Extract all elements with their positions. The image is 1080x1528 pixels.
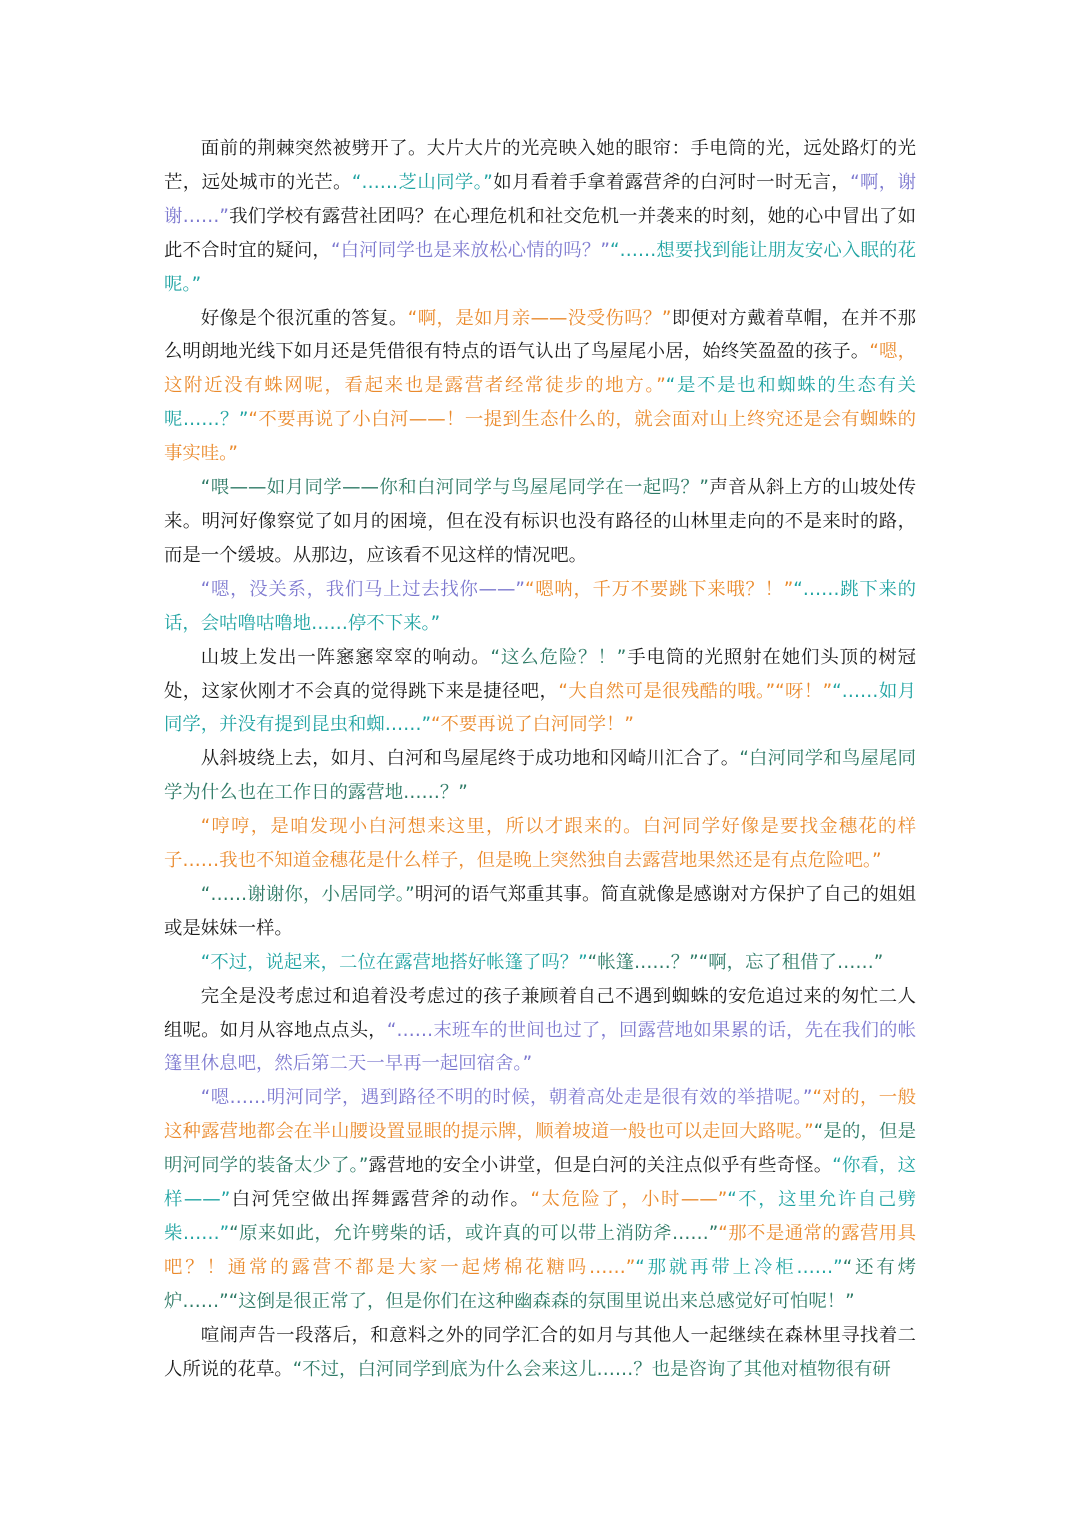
dialogue-text: “是不是也和蜘蛛的生态有关呢……？” (164, 375, 916, 431)
dialogue-text: “还有烤炉……” (164, 1256, 916, 1312)
dialogue-text: “白河同学和鸟屋尾同学为什么也在工作日的露营地……？” (164, 748, 916, 804)
story-text (164, 132, 916, 1387)
dialogue-text: “啊，谢谢……” (164, 171, 916, 227)
story-paragraph (164, 471, 916, 573)
dialogue-text: “……末班车的世间也过了，回露营地如果累的话，先在我们的帐篷里休息吧，然后第二天一早再一起回宿舍。” (164, 1019, 916, 1075)
dialogue-text: “对的，一般这种露营地都会在半山腰设置显眼的提示牌，顺着坡道一般也可以走回大路呢。” (164, 1087, 916, 1143)
narration-text: 从斜坡绕上去，如月、白河和鸟屋尾终于成功地和冈崎川汇合了。 (200, 748, 740, 770)
dialogue-text: “哼哼，是咱发现小白河想来这里，所以才跟来的。白河同学好像是要找金穗花的样子……我也不知道金穗花是什么样子，但是晚上突然独自去露营地果然还是有点危险吧。” (164, 816, 916, 872)
dialogue-text: “这么危险？！” (490, 646, 627, 668)
dialogue-text: “是的，但是明河同学的装备太少了。” (164, 1121, 916, 1177)
narration-text: 白河凭空做出挥舞露营斧的动作。 (230, 1189, 531, 1211)
dialogue-text: “大自然可是很残酷的哦。” (558, 680, 776, 702)
dialogue-text: “啊，是如月亲——没受伤吗？” (407, 307, 672, 329)
story-paragraph (164, 302, 916, 472)
dialogue-text: “这倒是很正常了，但是你们在这种幽森森的氛围里说出来总感觉好可怕呢！” (228, 1290, 855, 1312)
dialogue-text: “那就再带上冷柜……” (635, 1256, 843, 1278)
story-paragraph (164, 946, 916, 980)
dialogue-text: “嗯，没关系，我们马上过去找你——” (200, 578, 525, 600)
narration-text: 手电筒的光照射在她们头顶的树冠处，这家伙刚才不会真的觉得跳下来是捷径吧， (164, 646, 916, 702)
narration-text: 完全是没考虑过和追着没考虑过的孩子兼顾着自己不遇到蜘蛛的安危追过来的匆忙二人组呢。如月从容地点点头， (164, 985, 916, 1041)
dialogue-text: “……跳下来的话，会咕噜咕噜地……停不下来。” (164, 578, 916, 634)
narration-text: 山坡上发出一阵窸窸窣窣的响动。 (200, 646, 491, 668)
dialogue-text: “你看，这样——” (164, 1155, 916, 1211)
story-paragraph (164, 641, 916, 743)
dialogue-text: “……想要找到能让朋友安心入眠的花呢。” (164, 239, 916, 295)
narration-text: 即便对方戴着草帽，在并不那么明朗地光线下如月还是凭借很有特点的语气认出了鸟屋尾小居，始终笑盈盈的孩子。 (164, 307, 916, 363)
dialogue-text: “嗯，这附近没有蛛网呢，看起来也是露营者经常徒步的地方。” (164, 341, 916, 397)
dialogue-text: “……谢谢你，小居同学。” (200, 883, 415, 905)
dialogue-text: “不过，说起来，二位在露营地搭好帐篷了吗？” (200, 951, 588, 973)
dialogue-text: “呀！” (775, 680, 833, 702)
dialogue-text: “不，这里允许自己劈柴……” (164, 1189, 917, 1244)
dialogue-text: “嗯呐，千万不要跳下来哦？！” (524, 578, 794, 600)
dialogue-text: “……如月同学，并没有提到昆虫和蜘……” (164, 680, 916, 736)
story-paragraph (164, 878, 916, 946)
dialogue-text: “帐篷……？” (587, 951, 699, 973)
dialogue-text: “啊，忘了租借了……” (698, 951, 884, 973)
narration-text: 好像是个很沉重的答复。 (200, 307, 408, 329)
story-paragraph (164, 1319, 916, 1387)
dialogue-text: “喂——如月同学——你和白河同学与鸟屋尾同学在一起吗？” (200, 477, 709, 499)
story-paragraph (164, 742, 916, 810)
narration-text: 我们学校有露营社团吗？在心理危机和社交危机一并袭来的时刻，她的心中冒出了如此不合时宜的疑问， (164, 205, 916, 261)
story-paragraph (164, 1081, 916, 1318)
narration-text: 如月看着手拿着露营斧的白河时一时无言， (492, 171, 851, 193)
story-paragraph (164, 132, 916, 302)
story-paragraph (164, 573, 916, 641)
narration-text: 声音从斜上方的山坡处传来。明河好像察觉了如月的困境，但在没有标识也没有路径的山林里走向的不是来时的路，而是一个缓坡。从那边，应该看不见这样的情况吧。 (164, 477, 916, 566)
narration-text: 喧闹声告一段落后，和意料之外的同学汇合的如月与其他人一起继续在森林里寻找着二人所说的花草。 (164, 1324, 916, 1380)
dialogue-text: “不要再说了白河同学！” (431, 714, 634, 736)
story-paragraph (164, 980, 916, 1082)
narration-text: 明河的语气郑重其事。简直就像是感谢对方保护了自己的姐姐或是妹妹一样。 (164, 883, 916, 939)
dialogue-text: “不要再说了小白河——！一提到生态什么的，就会面对山上终究还是会有蜘蛛的事实哇。” (164, 409, 917, 465)
narration-text: 面前的荆棘突然被劈开了。大片大片的光亮映入她的眼帘：手电筒的光，远处路灯的光芒，远处城市的光芒。 (164, 138, 916, 193)
dialogue-text: “太危险了，小时——” (530, 1189, 728, 1211)
narration-text: 露营地的安全小讲堂，但是白河的关注点似乎有些奇怪。 (368, 1155, 833, 1177)
dialogue-text: “嗯……明河同学，遇到路径不明的时候，朝着高处走是很有效的举措呢。” (200, 1087, 813, 1109)
dialogue-text: “……芝山同学。” (351, 171, 493, 193)
dialogue-text: “那不是通常的露营用具吧？！通常的露营不都是大家一起烤棉花糖吗……” (164, 1223, 917, 1278)
dialogue-text: “白河同学也是来放松心情的吗？” (330, 239, 610, 261)
dialogue-text: “不过，白河同学到底为什么会来这儿……？也是咨询了其他对植物很有研 (292, 1358, 891, 1380)
dialogue-text: “原来如此，允许劈柴的话，或许真的可以带上消防斧……” (229, 1223, 719, 1244)
story-paragraph (164, 810, 916, 878)
